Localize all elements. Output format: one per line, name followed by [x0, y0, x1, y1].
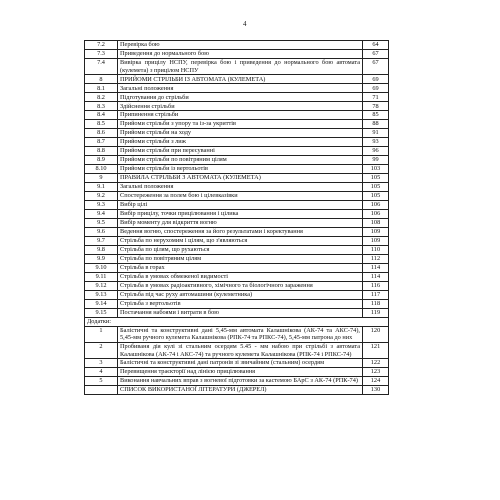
- toc-section-title: Стрільба по цілям, що рухаються: [118, 245, 363, 254]
- toc-row: [85, 290, 389, 299]
- toc-section-number: 8.1: [85, 84, 118, 93]
- toc-page-number: 106: [363, 209, 389, 218]
- toc-section-title: Прийоми стрільби з упору та із-за укриттів: [118, 120, 363, 129]
- toc-row: [85, 129, 389, 138]
- toc-row: [85, 49, 389, 58]
- toc-page-number: 85: [363, 111, 389, 120]
- toc-page-number: 130: [363, 386, 389, 395]
- toc-row: [85, 236, 389, 245]
- toc-section-title: Перевірка бою: [118, 41, 363, 50]
- toc-page-number: 123: [363, 368, 389, 377]
- toc-row: [85, 227, 389, 236]
- toc-page-number: 103: [363, 165, 389, 174]
- toc-row: [85, 41, 389, 50]
- toc-row: [85, 342, 389, 358]
- toc-section-number: 8: [85, 75, 118, 84]
- toc-page-number: 64: [363, 41, 389, 50]
- toc-section-number: 7.4: [85, 58, 118, 74]
- toc-section-title: Стрільба в умовах обмеженої видимості: [118, 272, 363, 281]
- toc-page-number: 105: [363, 182, 389, 191]
- page-number: 4: [243, 20, 247, 28]
- toc-page-number: 116: [363, 281, 389, 290]
- toc-row: [85, 209, 389, 218]
- toc-page-number: 105: [363, 173, 389, 182]
- toc-row: [85, 254, 389, 263]
- toc-row: [85, 386, 389, 395]
- toc-section-number: 9.7: [85, 236, 118, 245]
- toc-page-number: 110: [363, 245, 389, 254]
- toc-section-title: Виконання навчальних вправ з вогневої підготовки за кастемою БАрС з АК-74 (РПК-74): [118, 377, 363, 386]
- toc-page-number: 93: [363, 138, 389, 147]
- toc-section-title: Стрільба в горах: [118, 263, 363, 272]
- toc-section-number: 9.4: [85, 209, 118, 218]
- toc-section-number: 2: [85, 342, 118, 358]
- toc-page-number: 119: [363, 308, 389, 317]
- toc-section-title: Стрільба з вертольотів: [118, 299, 363, 308]
- toc-section-number: 8.3: [85, 102, 118, 111]
- toc-page-number: 88: [363, 120, 389, 129]
- toc-section-title: СПИСОК ВИКОРИСТАНОЇ ЛІТЕРАТУРИ (ДЖЕРЕЛ): [118, 386, 363, 395]
- toc-page-number: 78: [363, 102, 389, 111]
- toc-page-number: 96: [363, 147, 389, 156]
- table-of-contents: [84, 40, 389, 395]
- toc-row: [85, 191, 389, 200]
- toc-row: [85, 377, 389, 386]
- toc-section-title: Вивірка прицілу НСПУ, перевірка бою і приведення до нормального бою автомата (кулемета) з прицілом НСПУ: [118, 58, 363, 74]
- toc-section-title: Балістичні та конструктивні дані 5,45-мм автомата Калашнікова (АК-74 та АКС-74), 5,45-мм ручного кулемета Калашнікова (РПК-74 та РПКС-74), 5,45-мм патрона до них: [118, 326, 363, 342]
- toc-page-number: 69: [363, 75, 389, 84]
- toc-section-number: 9.3: [85, 200, 118, 209]
- toc-section-number: 8.4: [85, 111, 118, 120]
- toc-page-number: 122: [363, 359, 389, 368]
- toc-row: [85, 326, 389, 342]
- toc-section-number: 9.9: [85, 254, 118, 263]
- toc-section-number: 9.2: [85, 191, 118, 200]
- toc-section-number: 4: [85, 368, 118, 377]
- toc-section-title: Приведення до нормального бою: [118, 49, 363, 58]
- toc-section-title: Підготування до стрільби: [118, 93, 363, 102]
- toc-section-number: 3: [85, 359, 118, 368]
- toc-row: [85, 93, 389, 102]
- toc-section-number: 9.5: [85, 218, 118, 227]
- toc-section-number: 9.13: [85, 290, 118, 299]
- toc-section-title: Загальні положення: [118, 182, 363, 191]
- toc-row: [85, 165, 389, 174]
- toc-section-number: 9.15: [85, 308, 118, 317]
- toc-row: [85, 272, 389, 281]
- toc-row: [85, 156, 389, 165]
- toc-section-number: 9.1: [85, 182, 118, 191]
- toc-row: [85, 368, 389, 377]
- toc-row: [85, 102, 389, 111]
- toc-row: [85, 84, 389, 93]
- toc-section-number: 8.7: [85, 138, 118, 147]
- toc-section-title: Пробиваня дія кулі зі стальним осердям 5.45 - мм набою при стрільбі з автомата Калашнікова (АК-74 і АКС-74) та ручного кулемета Калашнікова (РПК-74 і РПКС-74): [118, 342, 363, 358]
- toc-page-number: 105: [363, 191, 389, 200]
- toc-page-number: 91: [363, 129, 389, 138]
- toc-section-title: Стрільба в умовах радіоактивного, хімічного та біологічного зараження: [118, 281, 363, 290]
- toc-section-title: Вибір цілі: [118, 200, 363, 209]
- toc-section-title: Постачання набоями і витрати в бою: [118, 308, 363, 317]
- toc-row: [85, 120, 389, 129]
- toc-section-number: 9.12: [85, 281, 118, 290]
- toc-section-number: 8.9: [85, 156, 118, 165]
- toc-section-number: 9.10: [85, 263, 118, 272]
- toc-row: [85, 218, 389, 227]
- toc-page-number: 117: [363, 290, 389, 299]
- toc-section-title: Здійснення стрільби: [118, 102, 363, 111]
- toc-row: [85, 138, 389, 147]
- toc-page-number: 99: [363, 156, 389, 165]
- toc-section-number: 8.8: [85, 147, 118, 156]
- toc-page-number: 124: [363, 377, 389, 386]
- toc-section-title: Стрільба по повітряним цілям: [118, 254, 363, 263]
- toc-section-title: Балістичні та конструктивні дані патронів зі звичайним (стальним) осердям: [118, 359, 363, 368]
- toc-page-number: 67: [363, 58, 389, 74]
- toc-page-number: 106: [363, 200, 389, 209]
- toc-row: [85, 263, 389, 272]
- toc-row: [85, 245, 389, 254]
- toc-row: [85, 299, 389, 308]
- toc-page-number: 120: [363, 326, 389, 342]
- toc-section-title: Прийоми стрільби із вертольотів: [118, 165, 363, 174]
- toc-page-number: 109: [363, 236, 389, 245]
- toc-page-number: 114: [363, 272, 389, 281]
- toc-row: [85, 147, 389, 156]
- toc-page-number: 71: [363, 93, 389, 102]
- toc-row: [85, 308, 389, 317]
- toc-section-title: Припинення стрільби: [118, 111, 363, 120]
- toc-page-number: 121: [363, 342, 389, 358]
- toc-section-number: 8.2: [85, 93, 118, 102]
- toc-section-title: Перевищення траєкторії над лінією прицілювання: [118, 368, 363, 377]
- toc-section-title: ПРАВИЛА СТРІЛЬБИ З АВТОМАТА (КУЛЕМЕТА): [118, 173, 363, 182]
- toc-section-title: Ведення вогню, спостереження за його результатами і коректування: [118, 227, 363, 236]
- toc-section-number: 7.2: [85, 41, 118, 50]
- toc-page-number: 112: [363, 254, 389, 263]
- toc-section-title: ПРИЙОМИ СТРІЛЬБИ ІЗ АВТОМАТА (КУЛЕМЕТА): [118, 75, 363, 84]
- toc-row: [85, 182, 389, 191]
- toc-section-title: Вибір моменту для відкриття вогню: [118, 218, 363, 227]
- toc-section-number: 1: [85, 326, 118, 342]
- toc-page-number: 118: [363, 299, 389, 308]
- toc-row: [85, 111, 389, 120]
- appendix-header-row: [85, 317, 389, 326]
- toc-section-number: 8.6: [85, 129, 118, 138]
- toc-section-number: 7.3: [85, 49, 118, 58]
- toc-section-number: 9: [85, 173, 118, 182]
- toc-section-number: 8.10: [85, 165, 118, 174]
- toc-page-number: 114: [363, 263, 389, 272]
- toc-section-number: 9.6: [85, 227, 118, 236]
- toc-section-title: Загальні положення: [118, 84, 363, 93]
- toc-section-number: 9.8: [85, 245, 118, 254]
- toc-section-title: Прийоми стрільби при пересуванні: [118, 147, 363, 156]
- toc-section-number: [85, 386, 118, 395]
- toc-row: [85, 75, 389, 84]
- toc-row: [85, 173, 389, 182]
- toc-section-title: Прийоми стрільби з лиж: [118, 138, 363, 147]
- toc-page-number: 67: [363, 49, 389, 58]
- toc-section-title: Стрільба під час руху автомашини (кулеметника): [118, 290, 363, 299]
- toc-section-number: 8.5: [85, 120, 118, 129]
- toc-section-number: 9.11: [85, 272, 118, 281]
- toc-section-title: Стрільба по нерухомим і цілям, що з'являються: [118, 236, 363, 245]
- toc-section-title: Вибір прицілу, точки прицілювання і цілика: [118, 209, 363, 218]
- toc-body: [85, 41, 389, 395]
- toc-section-title: Прийоми стрільби по повітряним цілям: [118, 156, 363, 165]
- toc-section-number: 5: [85, 377, 118, 386]
- toc-section-title: Спостереження за полем бою і цілевказівки: [118, 191, 363, 200]
- toc-row: [85, 200, 389, 209]
- toc-section-number: 9.14: [85, 299, 118, 308]
- toc-row: [85, 58, 389, 74]
- appendix-label: Додатки:: [85, 317, 389, 326]
- toc-row: [85, 359, 389, 368]
- toc-page-number: 69: [363, 84, 389, 93]
- toc-page-number: 109: [363, 227, 389, 236]
- toc-section-title: Прийоми стрільби на ходу: [118, 129, 363, 138]
- toc-row: [85, 281, 389, 290]
- toc-page-number: 108: [363, 218, 389, 227]
